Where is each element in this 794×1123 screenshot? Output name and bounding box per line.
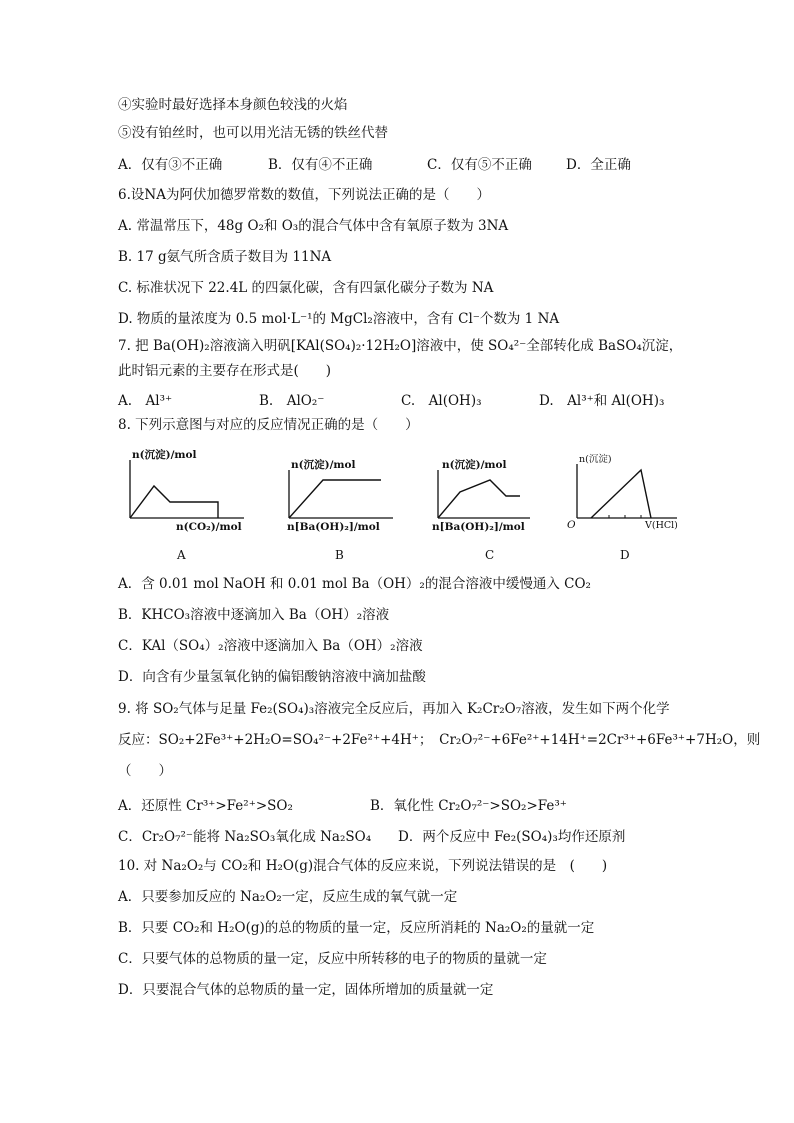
q6-option-a: A. 常温常压下，48g O₂和 O₃的混合气体中含有氧原子数为 3NA [118,218,509,234]
q5-option-b: B．仅有④不正确 [268,157,373,173]
q6-stem: 6.设NA为阿伏加德罗常数的数值，下列说法正确的是（ ） [118,187,490,203]
q8-stem: 8. 下列示意图与对应的反应情况正确的是（ ） [118,417,419,433]
q7-option-a: A. Al³⁺ [118,393,173,409]
chart-a-curve [130,486,218,518]
chart-b-caption: B [335,548,344,562]
chart-a-xlabel: n(CO₂)/mol [176,521,242,533]
chart-d-curve [591,470,651,518]
chart-b-ylabel: n(沉淀)/mol [291,459,356,471]
chart-d [565,446,683,534]
chart-a-ylabel: n(沉淀)/mol [132,449,197,461]
q10-option-b: B．只要 CO₂和 H₂O(g)的总的物质的量一定，反应所消耗的 Na₂O₂的量就一定 [118,920,595,936]
q9-option-d: D．两个反应中 Fe₂(SO₄)₃均作还原剂 [398,829,626,845]
q-prev-item4: ④实验时最好选择本身颜色较浅的火焰 [118,97,348,113]
chart-c-curve [438,480,520,518]
q7-stem: 7. 把 Ba(OH)₂溶液滴入明矾[KAl(SO₄)₂·12H₂O]溶液中，使 SO₄²⁻全部转化成 BaSO₄沉淀， [118,338,683,354]
q6-option-d: D. 物质的量浓度为 0.5 mol·L⁻¹的 MgCl₂溶液中，含有 Cl⁻个数为 1 NA [118,311,560,327]
q6-option-c: C. 标准状况下 22.4L 的四氯化碳，含有四氯化碳分子数为 NA [118,280,494,296]
q9-blank: （ ） [118,763,172,779]
q8-option-b: B．KHCO₃溶液中逐滴加入 Ba（OH）₂溶液 [118,607,390,623]
q10-option-d: D．只要混合气体的总物质的量一定，固体所增加的质量就一定 [118,982,494,998]
chart-c-ylabel: n(沉淀)/mol [442,459,507,471]
chart-b-xlabel: n[Ba(OH)₂]/mol [287,521,380,533]
q5-option-a: A．仅有③不正确 [118,157,223,173]
q9-option-b: B．氧化性 Cr₂O₇²⁻>SO₂>Fe³⁺ [370,798,567,814]
q5-option-c: C．仅有⑤不正确 [427,157,532,173]
chart-b-curve [289,480,381,518]
q5-option-d: D．全正确 [566,157,631,173]
q6-option-b: B. 17 g氨气所含质子数目为 11NA [118,249,332,265]
q-prev-item5: ⑤没有铂丝时，也可以用光洁无锈的铁丝代替 [118,125,388,141]
chart-d-ylabel: n(沉淀) [579,454,612,465]
q8-option-d: D．向含有少量氢氧化钠的偏铝酸钠溶液中滴加盐酸 [118,669,426,685]
chart-d-caption: D [620,548,630,562]
q10-option-c: C．只要气体的总物质的量一定，反应中所转移的电子的物质的量就一定 [118,951,547,967]
q7-option-c: C. Al(OH)₃ [401,393,482,409]
q7-option-d: D. Al³⁺和 Al(OH)₃ [539,393,665,409]
chart-a [118,446,248,534]
q9-option-a: A．还原性 Cr³⁺>Fe²⁺>SO₂ [118,798,293,814]
q7-option-b: B. AlO₂⁻ [259,393,325,409]
q8-option-a: A．含 0.01 mol NaOH 和 0.01 mol Ba（OH）₂的混合溶液中缓慢通入 CO₂ [118,576,591,592]
q10-stem: 10. 对 Na₂O₂与 CO₂和 H₂O(g)混合气体的反应来说，下列说法错误的是 ( ) [118,858,608,874]
chart-d-origin: O [567,519,576,531]
chart-b [277,446,402,534]
q10-option-a: A．只要参加反应的 Na₂O₂一定，反应生成的氧气就一定 [118,889,458,905]
chart-c-caption: C [485,548,495,562]
q8-option-c: C．KAl（SO₄）₂溶液中逐滴加入 Ba（OH）₂溶液 [118,638,423,654]
chart-c [430,446,555,534]
q9-stem: 9. 将 SO₂气体与足量 Fe₂(SO₄)₃溶液完全反应后，再加入 K₂Cr₂O₇溶液，发生如下两个化学 [118,701,670,717]
q7-stem-cont: 此时铝元素的主要存在形式是( ) [118,363,332,379]
chart-d-xlabel: V(HCl) [645,520,678,531]
q9-option-c: C．Cr₂O₇²⁻能将 Na₂SO₃氧化成 Na₂SO₄ [118,829,372,845]
chart-c-xlabel: n[Ba(OH)₂]/mol [432,521,525,533]
chart-a-caption: A [177,548,186,562]
q9-reactions: 反应：SO₂+2Fe³⁺+2H₂O=SO₄²⁻+2Fe²⁺+4H⁺； Cr₂O₇²⁻+6Fe²⁺+14H⁺=2Cr³⁺+6Fe³⁺+7H₂O，则 [118,732,761,748]
